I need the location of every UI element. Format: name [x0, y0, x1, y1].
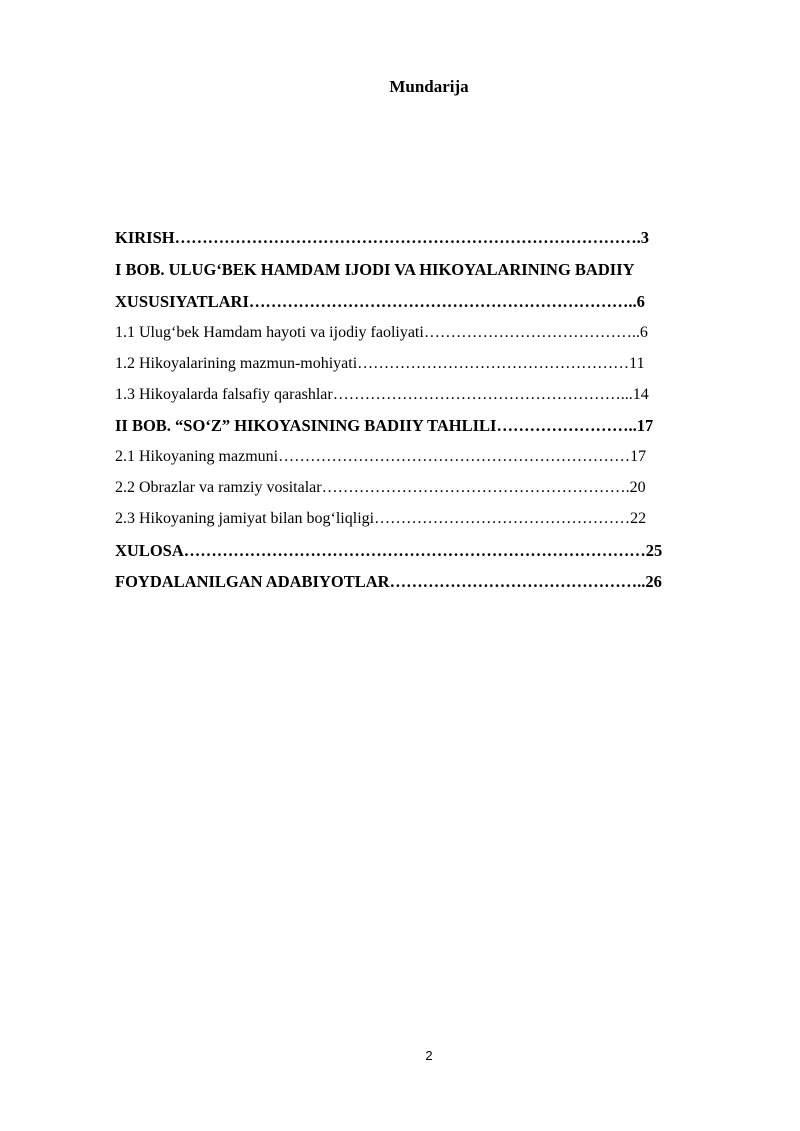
toc-entry-chapter-1-title-cont: XUSUSIYATLARI……………………………………………………………..6	[115, 292, 645, 311]
toc-entry-section-1-2: 1.2 Hikoyalarining mazmun-mohiyati……………………………………………11	[115, 355, 645, 372]
toc-entry-chapter-2: II BOB. “SO‘Z” HIKOYASINING BADIIY TAHLILI……………………..17	[115, 416, 654, 435]
page-number: 2	[425, 1048, 433, 1063]
toc-entry-section-2-1: 2.1 Hikoyaning mazmuni…………………………………………………………17	[115, 448, 647, 465]
toc-entry-section-2-2: 2.2 Obrazlar va ramziy vositalar………………………………………………….20	[115, 479, 646, 496]
toc-entry-section-2-3: 2.3 Hikoyaning jamiyat bilan bog‘liqligi…………………………………………22	[115, 510, 647, 527]
page-title: Mundarija	[389, 77, 469, 96]
toc-entry-xulosa: XULOSA…………………………………………………………………………25	[115, 541, 663, 560]
toc-entry-section-1-3: 1.3 Hikoyalarda falsafiy qarashlar………………………………………………...14	[115, 386, 649, 403]
toc-entry-kirish: KIRISH………………………………………………………………………….3	[115, 228, 649, 247]
toc-entry-chapter-1-title: I BOB. ULUG‘BEK HAMDAM IJODI VA HIKOYALARINING BADIIY	[115, 260, 635, 279]
toc-entry-section-1-1: 1.1 Ulug‘bek Hamdam hayoti va ijodiy faoliyati…………………………………..6	[115, 324, 648, 341]
toc-entry-bibliography: FOYDALANILGAN ADABIYOTLAR………………………………………..26	[115, 572, 662, 591]
table-of-contents	[115, 228, 743, 592]
